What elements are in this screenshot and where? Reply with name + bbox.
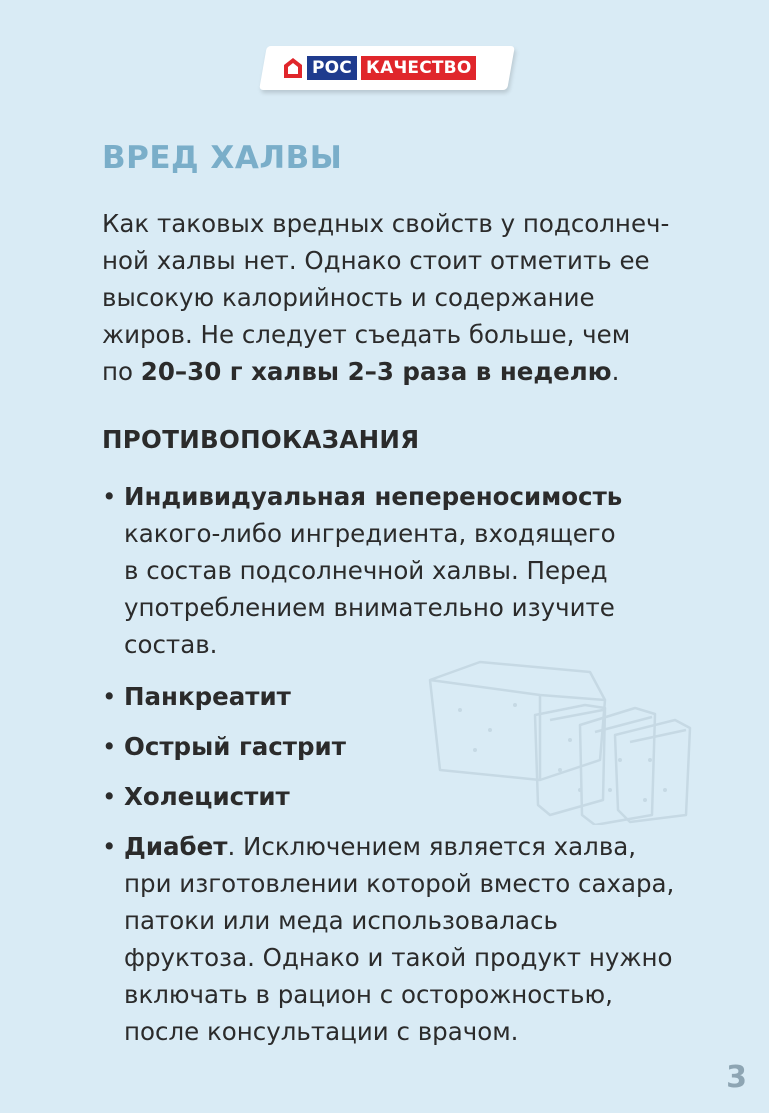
item-title: Острый гастрит bbox=[124, 732, 346, 761]
item-line: употреблением внимательно изучите bbox=[124, 593, 615, 622]
intro-line: Как таковых вредных свойств у подсолнеч- bbox=[102, 209, 670, 238]
intro-line: высокую калорийность и содержание bbox=[102, 283, 595, 312]
item-line: в состав подсолнечной халвы. Перед bbox=[124, 556, 608, 585]
house-icon bbox=[283, 57, 303, 79]
item-line: фруктоза. Однако и такой продукт нужно bbox=[124, 943, 673, 972]
intro-line-prefix: по bbox=[102, 357, 141, 386]
item-title: Панкреатит bbox=[124, 682, 291, 711]
intro-line: ной халвы нет. Однако стоит отметить ее bbox=[102, 246, 650, 275]
intro-paragraph bbox=[102, 205, 742, 390]
section-title-contraindications: ПРОТИВОПОКАЗАНИЯ bbox=[102, 425, 420, 454]
item-line: при изготовлении которой вместо сахара, bbox=[124, 869, 675, 898]
item-line: после консультации с врачом. bbox=[124, 1017, 519, 1046]
item-line: какого-либо ингредиента, входящего bbox=[124, 519, 616, 548]
item-line: включать в рацион с осторожностью, bbox=[124, 980, 613, 1009]
bullet: • bbox=[102, 832, 117, 861]
item-title: Холецистит bbox=[124, 782, 290, 811]
intro-line: жиров. Не следует съедать больше, чем bbox=[102, 320, 631, 349]
logo-ros: РОС bbox=[307, 56, 357, 80]
bullet: • bbox=[102, 682, 117, 711]
bullet: • bbox=[102, 732, 117, 761]
section-title-harm: ВРЕД ХАЛВЫ bbox=[102, 140, 343, 176]
bullet: • bbox=[102, 782, 117, 811]
item-line: патоки или меда использовалась bbox=[124, 906, 558, 935]
intro-line-suffix: . bbox=[611, 357, 620, 386]
logo-kachestvo: КАЧЕСТВО bbox=[361, 56, 476, 80]
item-title: Индивидуальная непереносимость bbox=[124, 482, 623, 511]
item-line: состав. bbox=[124, 630, 218, 659]
roskachestvo-logo bbox=[263, 46, 513, 92]
item-line: . Исключением является халва, bbox=[227, 832, 637, 861]
item-title: Диабет bbox=[124, 832, 228, 861]
page-number: 3 bbox=[726, 1060, 747, 1095]
intro-dosage: 20–30 г халвы 2–3 раза в неделю bbox=[140, 357, 612, 386]
bullet: • bbox=[102, 482, 117, 511]
